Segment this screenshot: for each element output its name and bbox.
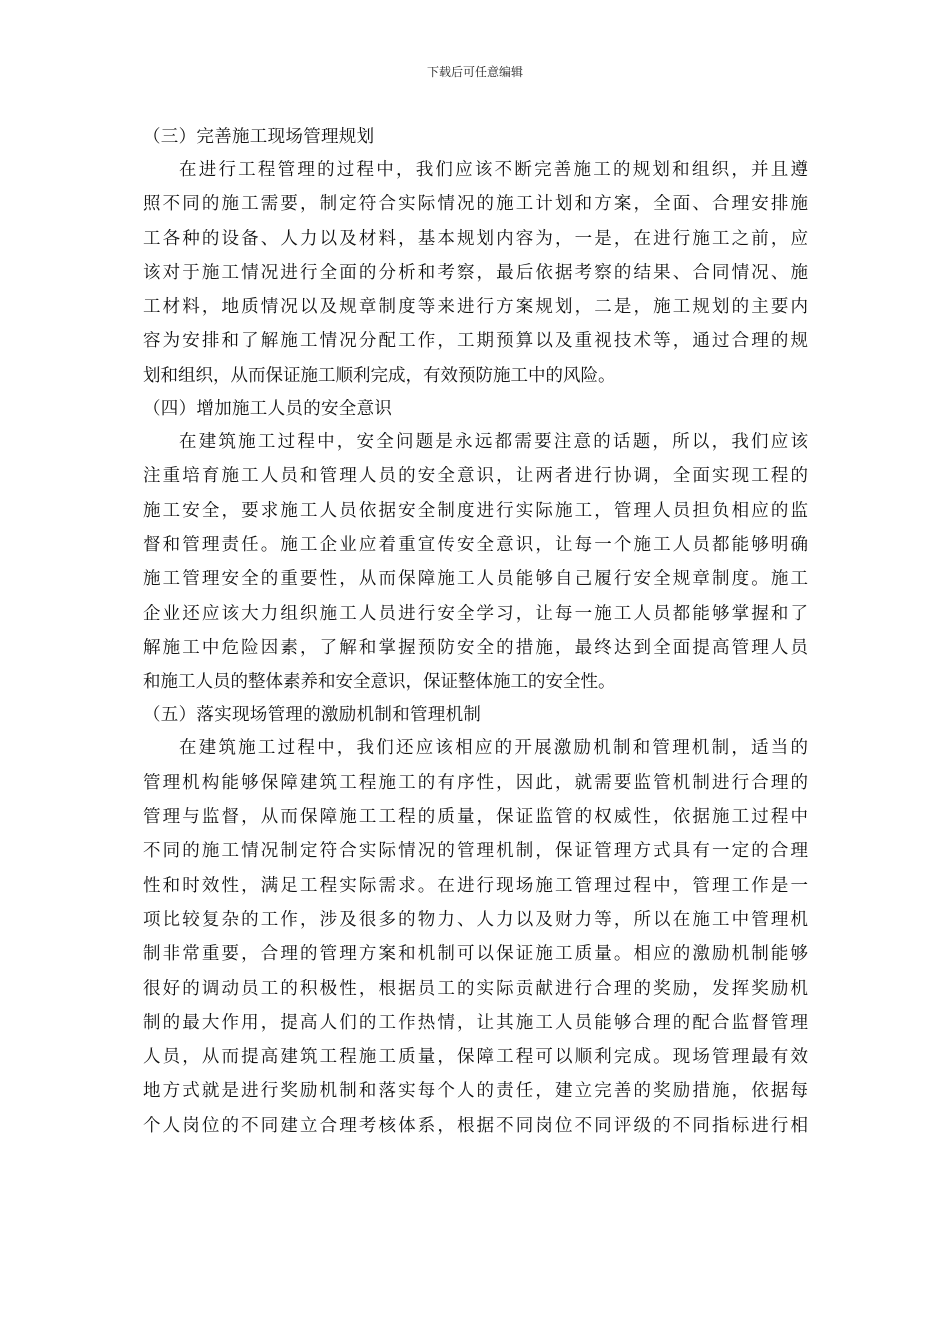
- paragraph-line: 很好的调动员工的积极性，根据员工的实际贡献进行合理的奖励，发挥奖励机: [143, 978, 808, 999]
- section-heading: （四）增加施工人员的安全意识: [143, 399, 393, 420]
- paragraph-line: 制的最大作用，提高人们的工作热情，让其施工人员能够合理的配合监督管理: [143, 1012, 808, 1033]
- section-5: [143, 699, 808, 1143]
- paragraph-line: 不同的施工情况制定符合实际情况的管理机制，保证管理方式具有一定的合理: [143, 841, 808, 862]
- section-heading: （五）落实现场管理的激励机制和管理机制: [143, 705, 482, 726]
- section-3: [143, 121, 808, 393]
- paragraph-line: 容为安排和了解施工情况分配工作，工期预算以及重视技术等，通过合理的规: [143, 331, 808, 352]
- paragraph-line: 注重培育施工人员和管理人员的安全意识，让两者进行协调，全面实现工程的: [143, 466, 808, 487]
- paragraph-line: 地方式就是进行奖励机制和落实每个人的责任，建立完善的奖励措施，依据每: [143, 1081, 808, 1102]
- paragraph: [143, 731, 808, 1143]
- section-heading: （三）完善施工现场管理规划: [143, 127, 375, 147]
- paragraph-line: 工各种的设备、人力以及材料，基本规划内容为，一是，在进行施工之前，应: [143, 228, 808, 249]
- paragraph-line: 解施工中危险因素，了解和掌握预防安全的措施，最终达到全面提高管理人员: [143, 637, 808, 658]
- paragraph-line: 施工安全，要求施工人员依据安全制度进行实际施工，管理人员担负相应的监: [143, 500, 808, 521]
- paragraph-line: 工材料，地质情况以及规章制度等来进行方案规划，二是，施工规划的主要内: [143, 297, 808, 318]
- paragraph-line: 管理机构能够保障建筑工程施工的有序性，因此，就需要监管机制进行合理的: [143, 772, 808, 793]
- document-body: [143, 121, 808, 1143]
- page-header: 下载后可任意编辑: [426, 65, 523, 79]
- paragraph-line: 该对于施工情况进行全面的分析和考察，最后依据考察的结果、合同情况、施: [143, 262, 808, 283]
- paragraph-line: 督和管理责任。施工企业应着重宣传安全意识，让每一个施工人员都能够明确: [143, 534, 808, 555]
- paragraph-line: 人员，从而提高建筑工程施工质量，保障工程可以顺利完成。现场管理最有效: [143, 1047, 808, 1068]
- paragraph: [143, 153, 808, 393]
- paragraph-line: 企业还应该大力组织施工人员进行安全学习，让每一施工人员都能够掌握和了: [143, 603, 808, 624]
- paragraph-line: 性和时效性，满足工程实际需求。在进行现场施工管理过程中，管理工作是一: [143, 875, 808, 896]
- paragraph-line: 照不同的施工需要，制定符合实际情况的施工计划和方案，全面、合理安排施: [143, 194, 808, 215]
- paragraph-line: 项比较复杂的工作，涉及很多的物力、人力以及财力等，所以在施工中管理机: [143, 909, 808, 930]
- paragraph-line: 制非常重要，合理的管理方案和机制可以保证施工质量。相应的激励机制能够: [143, 944, 808, 965]
- paragraph-line: 管理与监督，从而保障施工工程的质量，保证监管的权威性，依据施工过程中: [143, 807, 808, 828]
- paragraph-line: 在建筑施工过程中，安全问题是永远都需要注意的话题，所以，我们应该: [179, 432, 808, 453]
- paragraph-line: 在建筑施工过程中，我们还应该相应的开展激励机制和管理机制，适当的: [179, 738, 808, 759]
- paragraph-line: 个人岗位的不同建立合理考核体系，根据不同岗位不同评级的不同指标进行相: [143, 1115, 808, 1136]
- paragraph-line: 在进行工程管理的过程中，我们应该不断完善施工的规划和组织，并且遵: [179, 160, 808, 180]
- paragraph-line: 施工管理安全的重要性，从而保障施工人员能够自己履行安全规章制度。施工: [143, 569, 808, 590]
- paragraph-line: 划和组织，从而保证施工顺利完成，有效预防施工中的风险。: [143, 365, 616, 386]
- paragraph: [143, 425, 808, 699]
- section-4: [143, 393, 808, 699]
- paragraph-line: 和施工人员的整体素养和安全意识，保证整体施工的安全性。: [143, 672, 616, 693]
